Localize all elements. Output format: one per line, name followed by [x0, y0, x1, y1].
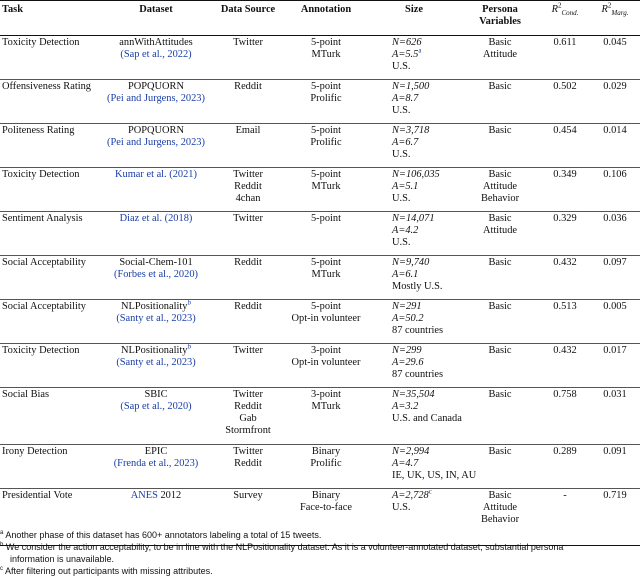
header-r2-marg	[590, 1, 640, 36]
cell-persona-variables	[460, 344, 540, 388]
size-a: A=6.7	[392, 137, 419, 148]
dataset-name: EPIC	[144, 446, 168, 457]
cell-r2-cond: 0.611	[553, 37, 577, 48]
annotation-item: MTurk	[311, 181, 341, 192]
cell-task: Social Acceptability	[2, 301, 86, 312]
cell-r2-cond: 0.513	[553, 301, 577, 312]
source-item: Twitter	[233, 169, 263, 180]
annotation-item: 5-point	[310, 257, 341, 268]
r2-marg-sup: 2	[607, 1, 612, 10]
cell-annotation	[284, 80, 368, 124]
annotation-item: Binary	[311, 446, 341, 457]
annotation-item: MTurk	[311, 49, 341, 60]
r2-cond-base: R	[551, 4, 558, 15]
cell-persona-variables	[460, 445, 540, 489]
cell-persona-variables	[460, 256, 540, 300]
source-item: Twitter	[233, 37, 263, 48]
persona-item: Basic	[488, 389, 512, 400]
persona-item: Basic	[488, 169, 512, 180]
table-row	[0, 388, 640, 445]
size-n: N=14,071	[392, 213, 435, 224]
annotation-item: 3-point	[310, 389, 341, 400]
size-location: U.S.	[392, 237, 411, 248]
size-n: N=3,718	[392, 125, 430, 136]
size-a-line	[392, 487, 458, 502]
cell-r2-marg: 0.029	[603, 81, 627, 92]
footnote-marker[interactable]: b	[187, 342, 191, 351]
cell-r2-cond: -	[563, 490, 567, 501]
r2-marg-sub: Marg.	[611, 9, 629, 18]
table-row	[0, 36, 640, 80]
footnote-text: After filtering out participants with missing attributes.	[5, 566, 213, 576]
size-a-line	[392, 181, 458, 193]
cell-size	[368, 168, 460, 212]
dataset-citation-line	[102, 458, 210, 470]
persona-item: Basic	[488, 345, 512, 356]
header-data-source: Data Source	[220, 4, 276, 15]
cell-persona-variables	[460, 80, 540, 124]
cell-r2-marg: 0.005	[603, 301, 627, 312]
cell-r2-cond: 0.758	[553, 389, 577, 400]
cell-task: Toxicity Detection	[2, 169, 80, 180]
size-location: U.S.	[392, 149, 411, 160]
size-location: U.S.	[392, 502, 411, 513]
header-persona-line1: Persona	[482, 4, 518, 15]
source-item: Email	[235, 125, 261, 136]
citation-link[interactable]: (Sap et al., 2022)	[120, 49, 192, 60]
footnote-mark: c	[0, 566, 3, 572]
dataset-name: SBIC	[144, 389, 168, 400]
annotation-item: MTurk	[311, 269, 341, 280]
dataset-name: annWithAttitudes	[119, 37, 193, 48]
dataset-name-line	[102, 342, 210, 357]
dataset-citation-line	[102, 269, 210, 281]
cell-annotation	[284, 212, 368, 256]
footnote-mark: a	[0, 530, 4, 536]
annotation-item: Binary	[311, 490, 341, 501]
size-a: A=8.7	[392, 93, 419, 104]
size-location: 87 countries	[392, 369, 444, 380]
footnote-marker[interactable]: a	[418, 46, 422, 55]
source-item: Reddit	[234, 181, 262, 192]
source-item: Twitter	[233, 389, 263, 400]
table-row	[0, 80, 640, 124]
source-item: Reddit	[234, 301, 262, 312]
footnote-text: Another phase of this dataset has 600+ annotators labeling a total of 15 tweets.	[5, 530, 322, 540]
cell-annotation	[284, 300, 368, 344]
cell-annotation	[284, 445, 368, 489]
cell-r2-marg: 0.045	[603, 37, 627, 48]
size-location: U.S.	[392, 105, 411, 116]
cell-dataset	[100, 168, 212, 212]
citation-link[interactable]: (Pei and Jurgens, 2023)	[107, 93, 205, 104]
persona-item: Behavior	[480, 514, 520, 525]
cell-persona-variables	[460, 124, 540, 168]
cell-size	[368, 36, 460, 80]
size-a-line	[392, 269, 458, 281]
table-row	[0, 344, 640, 388]
size-a-line	[392, 401, 458, 413]
cell-dataset	[100, 445, 212, 489]
persona-item: Basic	[488, 81, 512, 92]
cell-persona-variables	[460, 36, 540, 80]
size-location: U.S. and Canada	[392, 413, 462, 424]
dataset-name: NLPositionality	[121, 301, 188, 312]
cell-r2-marg: 0.017	[603, 345, 627, 356]
cell-r2-cond: 0.432	[553, 345, 577, 356]
source-item: Gab	[239, 413, 257, 424]
dataset-citation-line	[102, 213, 210, 225]
dataset-name: Social-Chem-101	[119, 257, 193, 268]
dataset-citation-line	[102, 49, 210, 61]
persona-item: Basic	[488, 257, 512, 268]
annotation-item: Opt-in volunteer	[291, 357, 361, 368]
cell-data-source	[212, 300, 284, 344]
size-n: N=2,994	[392, 446, 430, 457]
size-a: A=5.1	[392, 181, 419, 192]
citation-link[interactable]: Diaz et al. (2018)	[119, 213, 193, 224]
table-body	[0, 36, 640, 546]
footnote-mark: b	[0, 542, 4, 548]
size-location: 87 countries	[392, 325, 444, 336]
cell-annotation	[284, 124, 368, 168]
dataset-name-line	[102, 298, 210, 313]
size-location: U.S.	[392, 61, 411, 72]
persona-item: Behavior	[480, 193, 520, 204]
cell-data-source	[212, 168, 284, 212]
cell-size	[368, 124, 460, 168]
source-item: Twitter	[233, 345, 263, 356]
cell-persona-variables	[460, 168, 540, 212]
dataset-name: NLPositionality	[121, 345, 188, 356]
size-a: A=29.6	[392, 357, 424, 368]
size-a-line	[392, 46, 458, 61]
cell-dataset	[100, 80, 212, 124]
footnote	[0, 541, 640, 553]
cell-r2-cond: 0.289	[553, 446, 577, 457]
table-row	[0, 124, 640, 168]
citation-link[interactable]: ANES	[130, 490, 158, 501]
citation-link[interactable]: (Pei and Jurgens, 2023)	[107, 137, 205, 148]
source-item: Reddit	[234, 257, 262, 268]
cell-task: Irony Detection	[2, 446, 68, 457]
table-row	[0, 212, 640, 256]
cell-r2-cond: 0.329	[553, 213, 577, 224]
cell-persona-variables	[460, 388, 540, 445]
size-a-line	[392, 93, 458, 105]
size-a-line	[392, 313, 458, 325]
r2-cond-sub: Cond.	[561, 9, 579, 18]
size-n: N=291	[392, 301, 422, 312]
persona-item: Attitude	[482, 49, 518, 60]
footnote-text: We consider the action acceptability, to be in line with the NLPositionality dataset. As it is a volunteer-annotated dataset, substantial persona	[5, 542, 564, 552]
persona-item: Basic	[488, 37, 512, 48]
citation-link[interactable]: (Sap et al., 2020)	[120, 401, 192, 412]
cell-dataset	[100, 256, 212, 300]
size-location: U.S.	[392, 193, 411, 204]
annotation-item: 3-point	[310, 345, 341, 356]
cell-r2-cond: 0.454	[553, 125, 577, 136]
cell-data-source	[212, 445, 284, 489]
header-task: Task	[2, 4, 23, 15]
dataset-citation-line	[102, 401, 210, 413]
footnote	[0, 565, 640, 577]
persona-item: Basic	[488, 301, 512, 312]
cell-size	[368, 300, 460, 344]
size-n: N=626	[392, 37, 422, 48]
cell-task: Toxicity Detection	[2, 345, 80, 356]
cell-annotation	[284, 256, 368, 300]
cell-task: Offensiveness Rating	[2, 81, 91, 92]
footnote-marker[interactable]: b	[187, 298, 191, 307]
cell-dataset	[100, 388, 212, 445]
persona-item: Basic	[488, 213, 512, 224]
cell-data-source	[212, 80, 284, 124]
size-n: N=106,035	[392, 169, 440, 180]
cell-task: Social Bias	[2, 389, 50, 400]
persona-item: Basic	[488, 125, 512, 136]
table-row	[0, 256, 640, 300]
r2-marg-base: R	[601, 4, 608, 15]
size-a: A=4.2	[392, 225, 419, 236]
cell-dataset	[100, 300, 212, 344]
citation-link[interactable]: (Santy et al., 2023)	[116, 357, 196, 368]
size-a-line	[392, 458, 458, 470]
annotation-item: 5-point	[310, 213, 341, 224]
size-a: A=6.1	[392, 269, 419, 280]
cell-size	[368, 388, 460, 445]
size-n: N=35,504	[392, 389, 435, 400]
persona-item: Attitude	[482, 225, 518, 236]
cell-size	[368, 445, 477, 489]
annotation-item: Face-to-face	[300, 502, 352, 513]
size-a-line	[392, 137, 458, 149]
size-n: N=9,740	[392, 257, 430, 268]
footnote	[0, 529, 640, 541]
source-item: Stormfront	[225, 425, 271, 436]
footnote-text: information is unavailable.	[10, 554, 115, 564]
cell-persona-variables	[460, 212, 540, 256]
size-n: N=1,500	[392, 81, 430, 92]
dataset-citation-line	[102, 490, 210, 502]
cell-r2-cond: 0.502	[553, 81, 577, 92]
cell-dataset	[100, 344, 212, 388]
table-row	[0, 300, 640, 344]
source-item: Reddit	[234, 401, 262, 412]
size-n: N=299	[392, 345, 422, 356]
table-row	[0, 168, 640, 212]
size-a: A=4.7	[392, 458, 419, 469]
footnote	[0, 553, 640, 565]
cell-r2-marg: 0.036	[603, 213, 627, 224]
cell-data-source	[212, 256, 284, 300]
cell-r2-marg: 0.091	[603, 446, 627, 457]
cell-size	[368, 80, 460, 124]
annotation-item: 5-point	[310, 125, 341, 136]
header-r2-cond	[540, 1, 590, 36]
cell-data-source	[212, 212, 284, 256]
dataset-citation-line	[102, 313, 210, 325]
cell-r2-marg: 0.031	[603, 389, 627, 400]
citation-link[interactable]: (Forbes et al., 2020)	[114, 269, 198, 280]
persona-item: Attitude	[482, 181, 518, 192]
size-a-line	[392, 357, 458, 369]
dataset-year: 2012	[157, 490, 182, 501]
persona-item: Attitude	[482, 502, 518, 513]
dataset-citation-line	[102, 169, 210, 181]
size-a: A=3.2	[392, 401, 419, 412]
cell-dataset	[100, 36, 212, 80]
size-a-line	[392, 225, 458, 237]
header-annotation: Annotation	[300, 4, 352, 15]
annotation-item: 5-point	[310, 301, 341, 312]
cell-persona-variables	[460, 300, 540, 344]
dataset-name: POPQUORN	[127, 125, 184, 136]
annotation-item: Prolific	[310, 458, 342, 469]
size-a: A=5.5	[392, 49, 419, 60]
cell-data-source	[212, 36, 284, 80]
citation-link[interactable]: (Santy et al., 2023)	[116, 313, 196, 324]
size-location: Mostly U.S.	[392, 281, 443, 292]
cell-annotation	[284, 388, 368, 445]
annotation-item: Prolific	[310, 137, 342, 148]
table-header	[0, 1, 640, 36]
cell-annotation	[284, 344, 368, 388]
cell-task: Presidential Vote	[2, 490, 73, 501]
header-dataset: Dataset	[139, 4, 173, 15]
source-item: Reddit	[234, 81, 262, 92]
cell-size	[368, 256, 460, 300]
size-location: IE, UK, US, IN, AU	[392, 470, 477, 481]
annotation-item: 5-point	[310, 81, 341, 92]
size-a: A=50.2	[392, 313, 424, 324]
header-persona-line2: Variables	[479, 16, 521, 27]
size-a: A=2,728	[392, 490, 429, 501]
cell-size	[368, 212, 460, 256]
cell-dataset	[100, 212, 212, 256]
cell-annotation	[284, 36, 368, 80]
cell-data-source	[212, 344, 284, 388]
annotation-item: MTurk	[311, 401, 341, 412]
cell-r2-marg: 0.719	[603, 490, 627, 501]
annotation-item: Prolific	[310, 93, 342, 104]
persona-item: Basic	[488, 490, 512, 501]
r2-cond-sup: 2	[557, 1, 562, 10]
cell-r2-cond: 0.349	[553, 169, 577, 180]
source-item: Survey	[233, 490, 263, 501]
header-size: Size	[405, 4, 423, 15]
cell-data-source	[212, 388, 284, 445]
source-item: Twitter	[233, 213, 263, 224]
source-item: Reddit	[234, 458, 262, 469]
cell-task: Politeness Rating	[2, 125, 75, 136]
dataset-citation-line	[102, 357, 210, 369]
cell-r2-marg: 0.097	[603, 257, 627, 268]
citation-link[interactable]: Kumar et al. (2021)	[115, 169, 197, 180]
citation-link[interactable]: (Frenda et al., 2023)	[113, 458, 199, 469]
dataset-citation-line	[102, 137, 210, 149]
cell-data-source	[212, 124, 284, 168]
cell-r2-cond: 0.432	[553, 257, 577, 268]
header-persona-variables	[460, 1, 540, 36]
cell-task: Sentiment Analysis	[2, 213, 83, 224]
source-item: Twitter	[233, 446, 263, 457]
dataset-name: POPQUORN	[127, 81, 184, 92]
annotation-item: 5-point	[310, 37, 341, 48]
cell-r2-marg: 0.014	[603, 125, 627, 136]
annotation-item: 5-point	[310, 169, 341, 180]
footnote-marker[interactable]: c	[428, 487, 432, 496]
dataset-citation-line	[102, 93, 210, 105]
source-item: 4chan	[235, 193, 261, 204]
cell-task: Social Acceptability	[2, 257, 86, 268]
footnotes	[0, 529, 640, 577]
cell-annotation	[284, 168, 368, 212]
table-row	[0, 445, 640, 489]
annotation-item: Opt-in volunteer	[291, 313, 361, 324]
persona-item: Basic	[488, 446, 512, 457]
cell-dataset	[100, 124, 212, 168]
cell-task: Toxicity Detection	[2, 37, 80, 48]
cell-size	[368, 344, 460, 388]
cell-r2-marg: 0.106	[603, 169, 627, 180]
